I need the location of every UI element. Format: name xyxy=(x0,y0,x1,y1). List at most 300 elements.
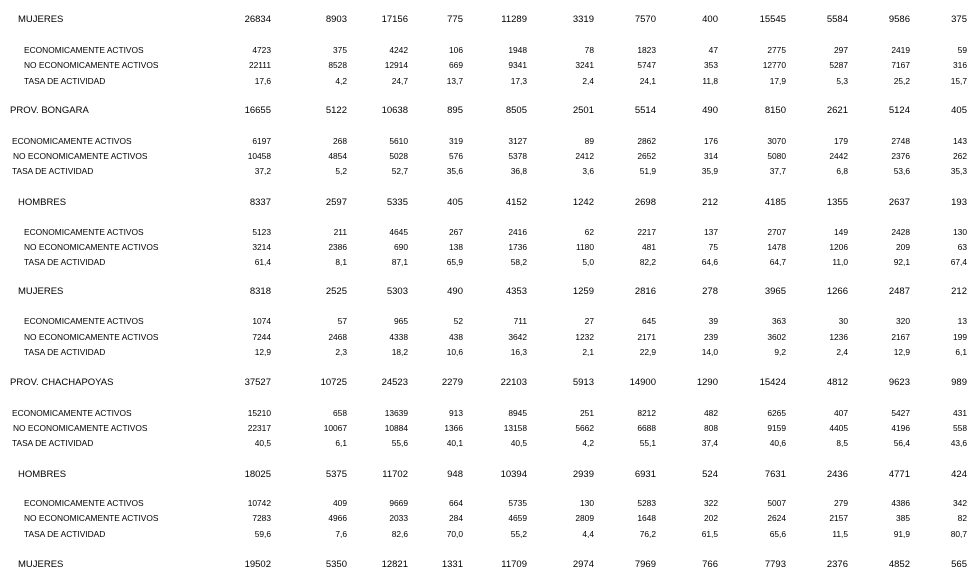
row-label: PROV. CHACHAPOYAS xyxy=(10,377,114,388)
cell-value: 6931 xyxy=(634,469,656,480)
cell-value: 130 xyxy=(953,227,967,237)
cell-value: 2279 xyxy=(441,377,463,388)
cell-value: 4659 xyxy=(508,513,527,523)
cell-value: 385 xyxy=(896,513,910,523)
cell-value: 14,0 xyxy=(701,347,718,357)
table-row xyxy=(0,225,971,239)
cell-value: 7793 xyxy=(764,559,786,570)
cell-value: 4,2 xyxy=(335,76,347,86)
cell-value: 2376 xyxy=(826,559,848,570)
cell-value: 2974 xyxy=(572,559,594,570)
cell-value: 8,5 xyxy=(836,438,848,448)
cell-value: 12914 xyxy=(384,60,408,70)
cell-value: 4966 xyxy=(328,513,347,523)
cell-value: 5913 xyxy=(572,377,594,388)
cell-value: 1180 xyxy=(575,242,594,252)
cell-value: 47 xyxy=(708,45,718,55)
cell-value: 10725 xyxy=(320,377,347,388)
cell-value: 2487 xyxy=(888,286,910,297)
cell-value: 65,9 xyxy=(446,257,463,267)
cell-value: 2,4 xyxy=(836,347,848,357)
cell-value: 4723 xyxy=(252,45,271,55)
cell-value: 15,7 xyxy=(950,76,967,86)
cell-value: 22317 xyxy=(247,423,271,433)
cell-value: 314 xyxy=(704,151,718,161)
row-label: NO ECONOMICAMENTE ACTIVOS xyxy=(13,151,148,161)
cell-value: 2748 xyxy=(891,136,910,146)
cell-value: 2707 xyxy=(767,227,786,237)
cell-value: 9586 xyxy=(888,14,910,25)
cell-value: 8528 xyxy=(328,60,347,70)
cell-value: 989 xyxy=(951,377,967,388)
cell-value: 2698 xyxy=(634,197,656,208)
cell-value: 2428 xyxy=(891,227,910,237)
row-label: ECONOMICAMENTE ACTIVOS xyxy=(12,408,132,418)
cell-value: 775 xyxy=(447,14,463,25)
row-label: ECONOMICAMENTE ACTIVOS xyxy=(24,498,144,508)
cell-value: 10067 xyxy=(323,423,347,433)
cell-value: 76,2 xyxy=(639,529,656,539)
cell-value: 30 xyxy=(838,316,848,326)
cell-value: 64,7 xyxy=(769,257,786,267)
cell-value: 5335 xyxy=(386,197,408,208)
cell-value: 262 xyxy=(953,151,967,161)
cell-value: 1478 xyxy=(767,242,786,252)
table-row xyxy=(0,58,971,72)
cell-value: 4854 xyxy=(328,151,347,161)
cell-value: 3319 xyxy=(572,14,594,25)
cell-value: 2775 xyxy=(767,45,786,55)
cell-value: 645 xyxy=(642,316,656,326)
cell-value: 6,1 xyxy=(335,438,347,448)
cell-value: 52,7 xyxy=(391,166,408,176)
cell-value: 5028 xyxy=(389,151,408,161)
cell-value: 9159 xyxy=(767,423,786,433)
cell-value: 2157 xyxy=(829,513,848,523)
cell-value: 199 xyxy=(953,332,967,342)
cell-value: 11709 xyxy=(501,559,527,570)
cell-value: 37527 xyxy=(244,377,271,388)
cell-value: 7283 xyxy=(252,513,271,523)
cell-value: 6197 xyxy=(252,136,271,146)
cell-value: 8903 xyxy=(325,14,347,25)
cell-value: 8,1 xyxy=(335,257,347,267)
cell-value: 5124 xyxy=(888,105,910,116)
cell-value: 8945 xyxy=(508,408,527,418)
cell-value: 268 xyxy=(333,136,347,146)
cell-value: 212 xyxy=(702,197,718,208)
cell-value: 3070 xyxy=(767,136,786,146)
cell-value: 482 xyxy=(704,408,718,418)
cell-value: 6,1 xyxy=(955,347,967,357)
cell-value: 179 xyxy=(834,136,848,146)
cell-value: 70,0 xyxy=(446,529,463,539)
cell-value: 24,7 xyxy=(391,76,408,86)
cell-value: 2033 xyxy=(389,513,408,523)
cell-value: 913 xyxy=(449,408,463,418)
cell-value: 6,8 xyxy=(836,166,848,176)
table-row xyxy=(0,255,971,269)
cell-value: 2468 xyxy=(328,332,347,342)
cell-value: 7,6 xyxy=(335,529,347,539)
cell-value: 2,4 xyxy=(582,76,594,86)
cell-value: 2525 xyxy=(325,286,347,297)
cell-value: 9,2 xyxy=(774,347,786,357)
cell-value: 138 xyxy=(449,242,463,252)
cell-value: 2816 xyxy=(634,286,656,297)
row-label: MUJERES xyxy=(18,559,64,570)
cell-value: 22,9 xyxy=(639,347,656,357)
cell-value: 6688 xyxy=(637,423,656,433)
cell-value: 5375 xyxy=(325,469,347,480)
cell-value: 78 xyxy=(584,45,594,55)
cell-value: 5662 xyxy=(575,423,594,433)
cell-value: 11,5 xyxy=(832,529,848,539)
cell-value: 1366 xyxy=(444,423,463,433)
cell-value: 130 xyxy=(580,498,594,508)
cell-value: 149 xyxy=(834,227,848,237)
cell-value: 1823 xyxy=(637,45,656,55)
cell-value: 5303 xyxy=(386,286,408,297)
cell-value: 56,4 xyxy=(893,438,910,448)
cell-value: 10394 xyxy=(500,469,527,480)
cell-value: 375 xyxy=(333,45,347,55)
cell-value: 2597 xyxy=(325,197,347,208)
group-row xyxy=(0,285,971,299)
cell-value: 35,9 xyxy=(701,166,718,176)
cell-value: 16,3 xyxy=(510,347,527,357)
table-row xyxy=(0,43,971,57)
cell-value: 5287 xyxy=(829,60,848,70)
cell-value: 2419 xyxy=(891,45,910,55)
cell-value: 9623 xyxy=(888,377,910,388)
table-row xyxy=(0,421,971,435)
cell-value: 67,4 xyxy=(950,257,967,267)
table-row xyxy=(0,345,971,359)
row-label: TASA DE ACTIVIDAD xyxy=(24,529,106,539)
cell-value: 5,2 xyxy=(335,166,347,176)
cell-value: 18,2 xyxy=(391,347,408,357)
cell-value: 64,6 xyxy=(701,257,718,267)
cell-value: 669 xyxy=(449,60,463,70)
cell-value: 52 xyxy=(453,316,463,326)
cell-value: 17,6 xyxy=(254,76,271,86)
cell-value: 15424 xyxy=(759,377,786,388)
cell-value: 5080 xyxy=(767,151,786,161)
cell-value: 2376 xyxy=(891,151,910,161)
cell-value: 35,6 xyxy=(446,166,463,176)
cell-value: 2637 xyxy=(888,197,910,208)
cell-value: 143 xyxy=(953,136,967,146)
row-label: HOMBRES xyxy=(18,197,67,208)
cell-value: 7631 xyxy=(764,469,786,480)
cell-value: 2217 xyxy=(637,227,656,237)
cell-value: 424 xyxy=(951,469,967,480)
cell-value: 62 xyxy=(584,227,594,237)
cell-value: 5735 xyxy=(508,498,527,508)
cell-value: 3642 xyxy=(508,332,527,342)
cell-value: 82,2 xyxy=(639,257,656,267)
cell-value: 1206 xyxy=(829,242,848,252)
table-row xyxy=(0,164,971,178)
cell-value: 12770 xyxy=(762,60,786,70)
cell-value: 22111 xyxy=(248,60,271,70)
cell-value: 322 xyxy=(704,498,718,508)
cell-value: 297 xyxy=(834,45,848,55)
cell-value: 4386 xyxy=(891,498,910,508)
cell-value: 375 xyxy=(951,14,967,25)
cell-value: 40,5 xyxy=(510,438,527,448)
cell-value: 2939 xyxy=(572,469,594,480)
cell-value: 278 xyxy=(702,286,718,297)
cell-value: 4242 xyxy=(389,45,408,55)
table-row xyxy=(0,74,971,88)
cell-value: 59,6 xyxy=(254,529,271,539)
row-label: TASA DE ACTIVIDAD xyxy=(12,166,94,176)
cell-value: 55,6 xyxy=(391,438,408,448)
group-row xyxy=(0,196,971,210)
cell-value: 2501 xyxy=(572,105,594,116)
cell-value: 4185 xyxy=(764,197,786,208)
cell-value: 2624 xyxy=(767,513,786,523)
cell-value: 284 xyxy=(449,513,463,523)
cell-value: 1331 xyxy=(441,559,463,570)
row-label: MUJERES xyxy=(18,14,64,25)
cell-value: 106 xyxy=(449,45,463,55)
cell-value: 664 xyxy=(449,498,463,508)
cell-value: 27 xyxy=(584,316,594,326)
cell-value: 6265 xyxy=(767,408,786,418)
cell-value: 87,1 xyxy=(391,257,408,267)
cell-value: 8150 xyxy=(764,105,786,116)
row-label: HOMBRES xyxy=(18,469,67,480)
cell-value: 2436 xyxy=(826,469,848,480)
cell-value: 438 xyxy=(449,332,463,342)
cell-value: 11,0 xyxy=(832,257,848,267)
province-row xyxy=(0,104,971,118)
cell-value: 137 xyxy=(704,227,718,237)
row-label: ECONOMICAMENTE ACTIVOS xyxy=(24,227,144,237)
row-label: ECONOMICAMENTE ACTIVOS xyxy=(12,136,132,146)
cell-value: 1355 xyxy=(826,197,848,208)
cell-value: 75 xyxy=(708,242,718,252)
cell-value: 36,8 xyxy=(510,166,527,176)
table-row xyxy=(0,314,971,328)
cell-value: 948 xyxy=(447,469,463,480)
cell-value: 2416 xyxy=(508,227,527,237)
cell-value: 58,2 xyxy=(510,257,527,267)
table-row xyxy=(0,149,971,163)
cell-value: 80,7 xyxy=(950,529,967,539)
cell-value: 1290 xyxy=(696,377,718,388)
cell-value: 363 xyxy=(772,316,786,326)
cell-value: 35,3 xyxy=(950,166,967,176)
cell-value: 9669 xyxy=(389,498,408,508)
cell-value: 279 xyxy=(834,498,848,508)
cell-value: 1736 xyxy=(508,242,527,252)
cell-value: 658 xyxy=(333,408,347,418)
cell-value: 7969 xyxy=(634,559,656,570)
cell-value: 407 xyxy=(834,408,848,418)
cell-value: 10884 xyxy=(384,423,408,433)
cell-value: 63 xyxy=(957,242,967,252)
cell-value: 558 xyxy=(953,423,967,433)
cell-value: 4196 xyxy=(891,423,910,433)
cell-value: 11702 xyxy=(382,469,408,480)
cell-value: 4405 xyxy=(829,423,848,433)
row-label: PROV. BONGARA xyxy=(10,105,89,116)
group-row xyxy=(0,558,971,572)
cell-value: 319 xyxy=(449,136,463,146)
cell-value: 565 xyxy=(951,559,967,570)
cell-value: 17156 xyxy=(381,14,408,25)
cell-value: 5123 xyxy=(252,227,271,237)
cell-value: 400 xyxy=(702,14,718,25)
cell-value: 239 xyxy=(704,332,718,342)
cell-value: 7570 xyxy=(634,14,656,25)
cell-value: 1074 xyxy=(252,316,271,326)
cell-value: 3241 xyxy=(575,60,594,70)
cell-value: 267 xyxy=(449,227,463,237)
table-row xyxy=(0,436,971,450)
cell-value: 1948 xyxy=(508,45,527,55)
cell-value: 5514 xyxy=(634,105,656,116)
cell-value: 92,1 xyxy=(893,257,910,267)
cell-value: 3214 xyxy=(252,242,271,252)
cell-value: 7167 xyxy=(891,60,910,70)
row-label: MUJERES xyxy=(18,286,64,297)
cell-value: 24523 xyxy=(381,377,408,388)
cell-value: 13 xyxy=(957,316,967,326)
cell-value: 342 xyxy=(953,498,967,508)
cell-value: 40,1 xyxy=(446,438,463,448)
cell-value: 5350 xyxy=(325,559,347,570)
cell-value: 3127 xyxy=(508,136,527,146)
cell-value: 2,3 xyxy=(335,347,347,357)
cell-value: 5007 xyxy=(767,498,786,508)
cell-value: 2171 xyxy=(637,332,656,342)
cell-value: 481 xyxy=(642,242,656,252)
cell-value: 409 xyxy=(333,498,347,508)
cell-value: 5,0 xyxy=(582,257,594,267)
cell-value: 5747 xyxy=(637,60,656,70)
table-row xyxy=(0,511,971,525)
cell-value: 8337 xyxy=(249,197,271,208)
cell-value: 895 xyxy=(447,105,463,116)
cell-value: 4338 xyxy=(389,332,408,342)
cell-value: 965 xyxy=(394,316,408,326)
row-label: TASA DE ACTIVIDAD xyxy=(24,347,106,357)
cell-value: 1266 xyxy=(826,286,848,297)
cell-value: 2862 xyxy=(637,136,656,146)
cell-value: 7244 xyxy=(252,332,271,342)
cell-value: 12821 xyxy=(381,559,408,570)
cell-value: 19502 xyxy=(244,559,271,570)
cell-value: 690 xyxy=(394,242,408,252)
cell-value: 1259 xyxy=(572,286,594,297)
cell-value: 16655 xyxy=(244,105,271,116)
cell-value: 2412 xyxy=(575,151,594,161)
cell-value: 40,6 xyxy=(769,438,786,448)
cell-value: 11,8 xyxy=(702,76,718,86)
cell-value: 55,1 xyxy=(639,438,656,448)
cell-value: 251 xyxy=(580,408,594,418)
cell-value: 3602 xyxy=(767,332,786,342)
cell-value: 766 xyxy=(702,559,718,570)
cell-value: 5610 xyxy=(389,136,408,146)
cell-value: 4771 xyxy=(888,469,910,480)
cell-value: 2,1 xyxy=(582,347,594,357)
cell-value: 4812 xyxy=(826,377,848,388)
cell-value: 5122 xyxy=(325,105,347,116)
cell-value: 4152 xyxy=(505,197,527,208)
cell-value: 57 xyxy=(337,316,347,326)
cell-value: 490 xyxy=(702,105,718,116)
cell-value: 808 xyxy=(704,423,718,433)
cell-value: 2442 xyxy=(829,151,848,161)
cell-value: 405 xyxy=(447,197,463,208)
cell-value: 26834 xyxy=(244,14,271,25)
cell-value: 3,6 xyxy=(582,166,594,176)
cell-value: 711 xyxy=(513,316,527,326)
cell-value: 10742 xyxy=(247,498,271,508)
cell-value: 4,4 xyxy=(582,529,594,539)
cell-value: 2652 xyxy=(637,151,656,161)
cell-value: 1232 xyxy=(575,332,594,342)
cell-value: 55,2 xyxy=(510,529,527,539)
cell-value: 320 xyxy=(896,316,910,326)
cell-value: 490 xyxy=(447,286,463,297)
cell-value: 8318 xyxy=(249,286,271,297)
cell-value: 3965 xyxy=(764,286,786,297)
cell-value: 13,7 xyxy=(446,76,463,86)
cell-value: 15545 xyxy=(759,14,786,25)
group-row xyxy=(0,468,971,482)
cell-value: 431 xyxy=(953,408,967,418)
cell-value: 53,6 xyxy=(893,166,910,176)
cell-value: 10,6 xyxy=(446,347,463,357)
cell-value: 25,2 xyxy=(893,76,910,86)
cell-value: 61,5 xyxy=(701,529,718,539)
row-label: ECONOMICAMENTE ACTIVOS xyxy=(24,45,144,55)
row-label: ECONOMICAMENTE ACTIVOS xyxy=(24,316,144,326)
table-row xyxy=(0,496,971,510)
cell-value: 17,9 xyxy=(769,76,786,86)
cell-value: 2621 xyxy=(826,105,848,116)
cell-value: 17,3 xyxy=(510,76,527,86)
cell-value: 5584 xyxy=(826,14,848,25)
cell-value: 8505 xyxy=(505,105,527,116)
cell-value: 5427 xyxy=(891,408,910,418)
cell-value: 193 xyxy=(951,197,967,208)
cell-value: 1648 xyxy=(637,513,656,523)
province-row xyxy=(0,376,971,390)
cell-value: 1236 xyxy=(829,332,848,342)
row-label: TASA DE ACTIVIDAD xyxy=(24,257,106,267)
cell-value: 82,6 xyxy=(391,529,408,539)
cell-value: 8212 xyxy=(637,408,656,418)
group-row xyxy=(0,13,971,27)
table-row xyxy=(0,406,971,420)
cell-value: 5378 xyxy=(508,151,527,161)
cell-value: 405 xyxy=(951,105,967,116)
cell-value: 43,6 xyxy=(950,438,967,448)
cell-value: 316 xyxy=(953,60,967,70)
cell-value: 211 xyxy=(333,227,347,237)
cell-value: 524 xyxy=(702,469,718,480)
cell-value: 59 xyxy=(957,45,967,55)
cell-value: 1242 xyxy=(572,197,594,208)
